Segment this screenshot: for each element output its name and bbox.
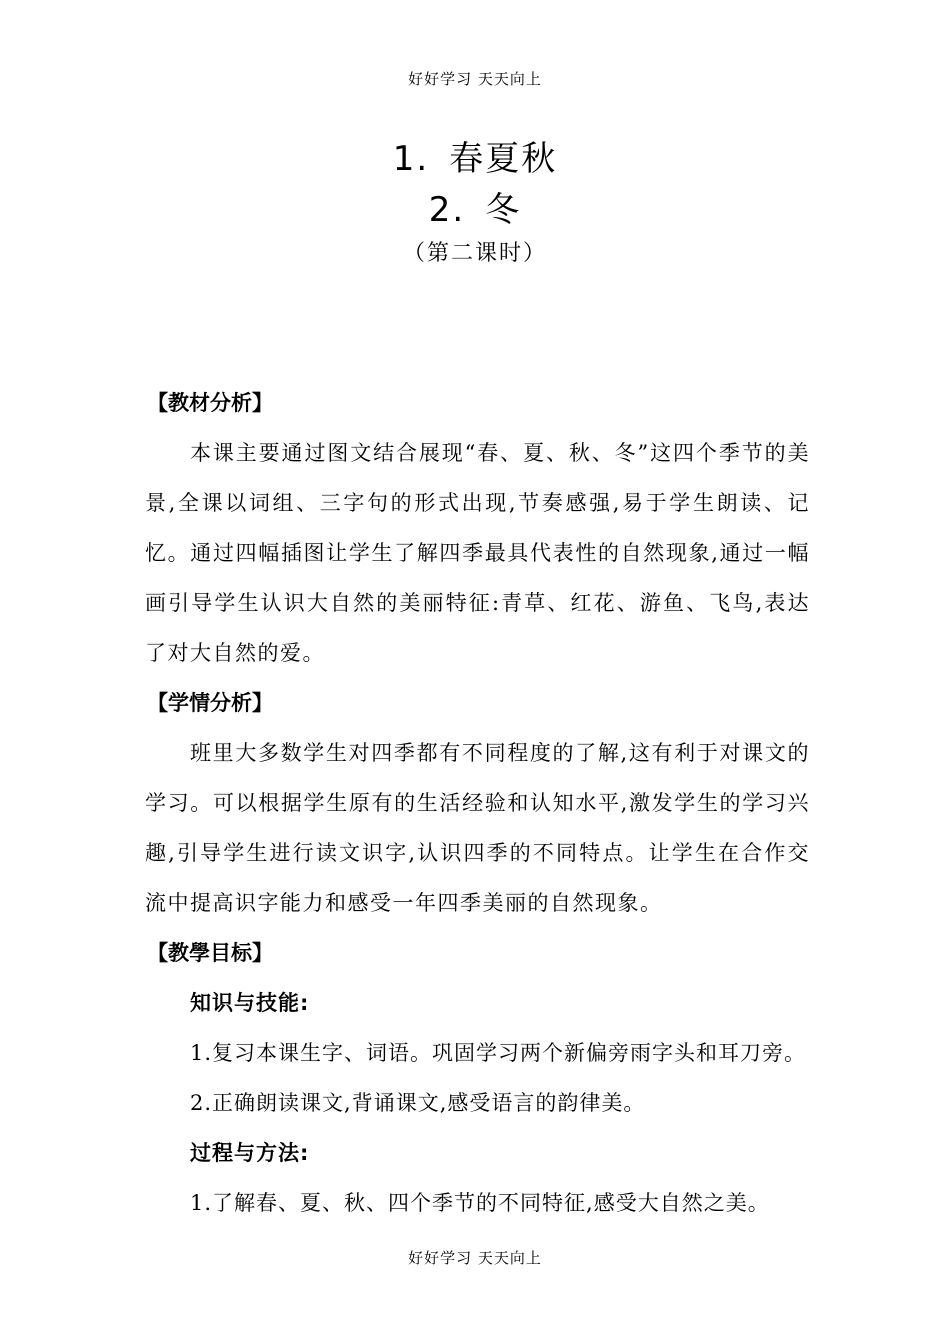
title-line-1-text: 春夏秋 xyxy=(449,139,558,179)
process-item: 1.了解春、夏、秋、四个季节的不同特征,感受大自然之美。 xyxy=(190,1191,770,1215)
document-body xyxy=(145,378,810,1228)
title-line-1-number: 1. xyxy=(392,139,430,179)
knowledge-item: 1.复习本课生字、词语。巩固学习两个新偏旁雨字头和耳刀旁。 xyxy=(190,1041,807,1065)
title-line-2 xyxy=(0,182,950,231)
student-analysis-paragraph: 班里大多数学生对四季都有不同程度的了解,这有利于对课文的学习。可以根据学生原有的生活经验和认知水平,激发学生的学习兴趣,引导学生进行读文识字,认识四季的不同特点。让学生在合作交流中提高识字能力和感受一年四季美丽的自然现象。 xyxy=(145,741,810,915)
title-line-1 xyxy=(0,131,950,180)
knowledge-skills-heading: 知识与技能: xyxy=(190,991,310,1015)
title-line-2-number: 2. xyxy=(428,190,466,230)
lesson-period: （第二课时） xyxy=(402,241,547,266)
page-footer: 好好学习 天天向上 xyxy=(408,1249,542,1267)
section-heading-goals: 【教學目标】 xyxy=(147,941,273,965)
section-heading-students: 【学情分析】 xyxy=(147,691,273,715)
process-method-heading: 过程与方法: xyxy=(190,1141,310,1165)
section-heading-material: 【教材分析】 xyxy=(147,391,273,415)
page-header: 好好学习 天天向上 xyxy=(408,70,542,88)
title-line-2-text: 冬 xyxy=(485,190,522,230)
knowledge-item: 2.正确朗读课文,背诵课文,感受语言的韵律美。 xyxy=(190,1091,646,1115)
material-analysis-paragraph: 本课主要通过图文结合展现“春、夏、秋、冬”这四个季节的美景,全课以词组、三字句的形式出现,节奏感强,易于学生朗读、记忆。通过四幅插图让学生了解四季最具代表性的自然现象,通过一幅画引导学生认识大自然的美丽特征:青草、红花、游鱼、飞鸟,表达了对大自然的爱。 xyxy=(145,441,810,665)
